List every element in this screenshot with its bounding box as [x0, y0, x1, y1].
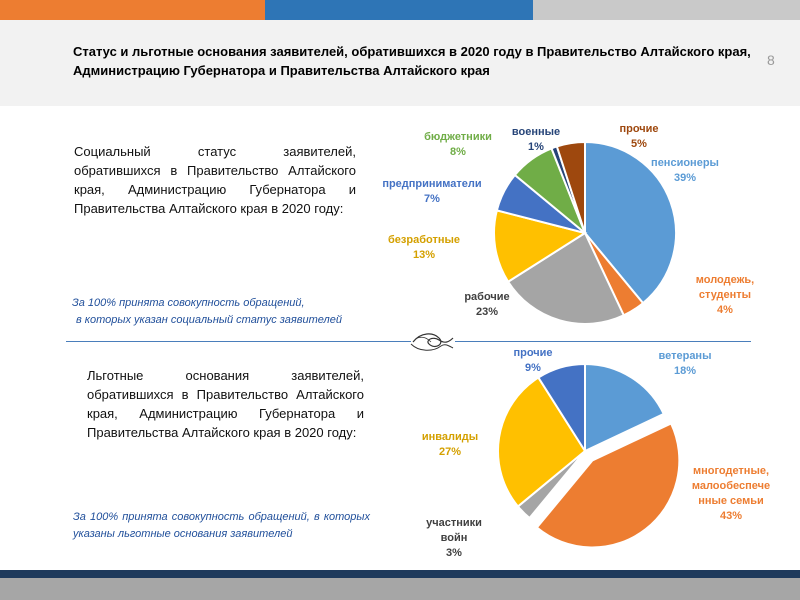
page-number: 8 [767, 52, 775, 68]
benefits-pie-chart [422, 347, 770, 559]
benefits-label-многодетные-малообеспеченные-семьи: многодетные, малообеспече нные семьи 43% [691, 465, 771, 522]
social-label-предприниматели: предприниматели 7% [382, 178, 482, 205]
page-title-line-2: Администрацию Губернатора и Правительства Алтайского края [73, 63, 490, 78]
social-label-бюджетники: бюджетники 8% [424, 131, 492, 158]
social-label-безработные: безработные 13% [388, 234, 460, 261]
social-label-рабочие: рабочие 23% [464, 291, 510, 318]
benefits-label-прочие: прочие 9% [513, 347, 553, 374]
social-label-пенсионеры: пенсионеры 39% [651, 157, 719, 184]
social-label-военные: военные 1% [511, 126, 561, 153]
social-label-молодежь-студенты: молодежь, студенты 4% [695, 274, 755, 316]
page-title-line-1: Статус и льготные основания заявителей, обратившихся в 2020 году в Правительство Алтайского края, [73, 44, 751, 59]
social-status-note-line-2: в которых указан социальный статус заявителей [76, 314, 342, 326]
social-status-pie-chart [382, 123, 754, 324]
benefits-note: За 100% принята совокупность обращений, в которых указаны льготные основания заявителей [73, 511, 370, 540]
benefits-label-инвалиды: инвалиды 27% [421, 431, 479, 458]
benefits-label-ветераны: ветераны 18% [658, 350, 712, 377]
benefits-text: Льготные основания заявителей, обратившихся в Правительство Алтайского края, Администрацию Губернатора и Правительства Алтайского края в 2020 году: [87, 368, 364, 440]
social-status-note-line-1: За 100% принята совокупность обращений, [72, 297, 305, 309]
social-status-text: Социальный статус заявителей, обратившихся в Правительство Алтайского края, Администрацию Губернатора и Правительства Алтайского края в 2020 году: [74, 144, 356, 216]
benefits-label-участники-войн: участники войн 3% [426, 517, 482, 559]
social-label-прочие: прочие 5% [619, 123, 659, 150]
bottom-bar-navy [0, 570, 800, 578]
bottom-bar-grey [0, 578, 800, 600]
